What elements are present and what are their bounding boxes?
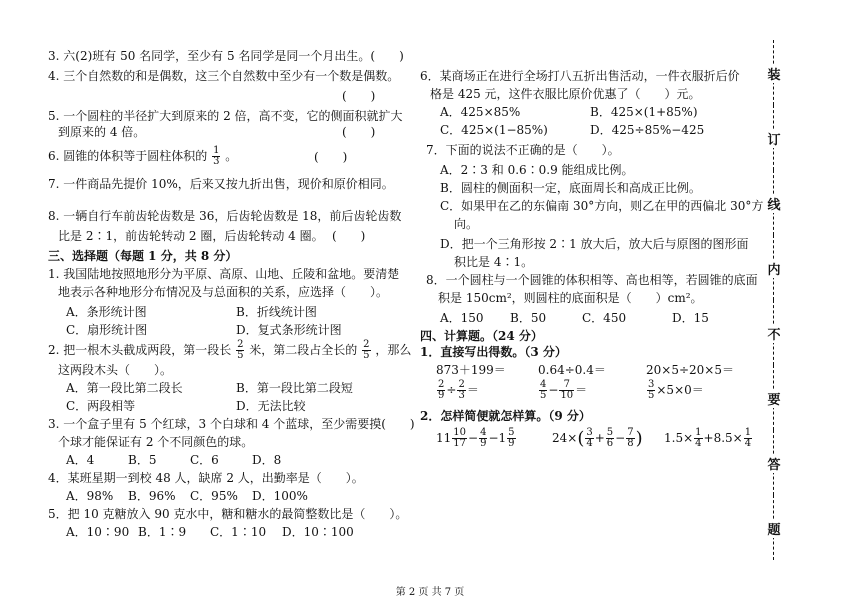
choice-q3-cont: 个球才能保证有 2 个不同颜色的球。 <box>58 435 254 449</box>
choice-q5: 5．把 10 克糖放入 90 克水中，糖和糖水的最简整数比是（ ）。 <box>48 507 408 521</box>
numerator: 5 <box>606 427 614 438</box>
denominator: 3 <box>213 156 220 167</box>
choice-q2-cont: 这两段木头（ ）。 <box>58 363 173 377</box>
choice-q4-options <box>66 488 308 504</box>
judge-q4-paren: ( ) <box>342 89 376 103</box>
multiplier: 1.5× <box>664 431 694 445</box>
equals: ＝ <box>466 383 479 397</box>
multiplier: 24× <box>552 431 578 445</box>
choice-q1-options <box>66 304 317 320</box>
judge-q5: 5. 一个圆柱的半径扩大到原来的 2 倍，高不变，它的侧面积就扩大 <box>48 109 403 123</box>
page-footer: 第 2 页 共 7 页 <box>395 587 465 598</box>
operator: − <box>468 431 479 445</box>
choice-q2-text3: ，那么 <box>375 343 412 357</box>
binding-char: 题 <box>764 519 784 538</box>
numerator: 3 <box>648 379 655 390</box>
numerator: 2 <box>363 339 370 350</box>
fraction <box>626 428 634 449</box>
judge-q4: 4. 三个自然数的和是偶数，这三个自然数中至少有一个数是偶数。 <box>48 69 400 83</box>
operator: − <box>548 383 559 397</box>
numerator: 7 <box>627 427 634 438</box>
binding-char: 订 <box>764 129 784 148</box>
fraction <box>744 428 752 449</box>
option: D．无法比较 <box>236 399 306 413</box>
choice-q2 <box>48 340 411 361</box>
choice-q6: 6．某商场正在进行全场打八五折出售活动，一件衣服折后价 <box>420 69 740 83</box>
operator: ÷ <box>446 383 457 397</box>
calc-item: 873＋199＝ <box>436 363 506 377</box>
calc-section-header: 四、计算题。（24 分） <box>420 329 543 343</box>
fraction <box>457 380 465 401</box>
denominator: 17 <box>453 438 467 449</box>
option: B．96% <box>128 489 176 503</box>
option: A．10∶90 <box>66 525 130 539</box>
fraction <box>606 428 614 449</box>
fraction <box>507 428 515 449</box>
choice-section-header: 三、选择题（每题 1 分，共 8 分） <box>48 249 238 263</box>
choice-q2-options-2 <box>66 398 306 414</box>
binding-char: 装 <box>764 64 784 83</box>
binding-char: 内 <box>764 259 784 278</box>
option: D．15 <box>672 311 709 325</box>
choice-q7: 7．下面的说法不正确的是（ ）。 <box>426 143 620 157</box>
judge-q6-end: 。 <box>225 149 238 163</box>
calc-item: 20×5÷20×5＝ <box>646 363 734 377</box>
binding-char: 要 <box>764 389 784 408</box>
option: C．425×(1−85%) <box>440 123 548 137</box>
fraction <box>694 428 702 449</box>
fraction <box>437 380 445 401</box>
choice-q6-cont: 格是 425 元，这件衣服比原价优惠了（ ）元。 <box>430 87 701 101</box>
choice-q8-cont: 积是 150cm²，则圆柱的底面积是（ ）cm²。 <box>438 291 703 305</box>
numerator: 5 <box>508 427 515 438</box>
option: B．第一段比第二段短 <box>236 381 353 395</box>
numerator: 3 <box>586 427 593 438</box>
calc-row-3 <box>436 428 753 449</box>
judge-q5-paren: ( ) <box>342 125 376 139</box>
option: D．425÷85%−425 <box>590 123 705 137</box>
option: B．5 <box>128 453 157 467</box>
judge-q6-paren: ( ) <box>314 150 348 164</box>
option: B．50 <box>510 311 547 325</box>
calc-sub2-header: 2．怎样简便就怎样算。（9 分） <box>420 409 591 423</box>
option: C．扇形统计图 <box>66 323 148 337</box>
fraction <box>539 380 547 401</box>
denominator: 9 <box>438 390 445 401</box>
calc-sub1-header: 1．直接写出得数。（3 分） <box>420 345 567 359</box>
choice-q7-option-b: B．圆柱的侧面积一定，底面周长和高成正比例。 <box>440 181 701 195</box>
binding-char: 线 <box>764 194 784 213</box>
expression-rest: ×5×0＝ <box>656 383 704 397</box>
option: B．425×(1+85%) <box>590 105 698 119</box>
choice-q3-options <box>66 452 281 468</box>
calc-item-frac-sub <box>538 380 646 401</box>
fraction <box>236 340 244 361</box>
choice-q4: 4．某班星期一到校 48 人，缺席 2 人，出勤率是（ ）。 <box>48 471 364 485</box>
numerator: 1 <box>695 427 702 438</box>
numerator: 7 <box>559 380 574 391</box>
numerator: 1 <box>213 145 220 156</box>
choice-q3: 3. 一个盒子里有 5 个红球，3 个白球和 4 个蓝球，至少需要摸( ) <box>48 417 415 431</box>
choice-q2-text2: 米，第二段占全长的 <box>249 343 358 357</box>
calc-row-1 <box>436 362 734 378</box>
denominator: 5 <box>540 390 547 401</box>
judge-q8-paren: ( ) <box>332 229 366 243</box>
choice-q2-text: 2. 把一根木头截成两段，第一段长 <box>48 343 232 357</box>
denominator: 5 <box>363 350 370 361</box>
choice-q6-options-2 <box>440 122 704 138</box>
option: C．6 <box>190 453 219 467</box>
calc-item: 0.64÷0.4＝ <box>538 363 606 377</box>
choice-q8-options <box>440 310 709 326</box>
fraction <box>647 380 655 401</box>
judge-q7: 7. 一件商品先提价 10%，后来又按九折出售，现价和原价相同。 <box>48 177 394 191</box>
option: A．425×85% <box>440 105 521 119</box>
choice-q7-option-d: D．把一个三角形按 2∶1 放大后，放大后与原图的图形面 <box>440 237 749 251</box>
choice-q7-option-a: A．2∶3 和 0.6∶0.9 能组成比例。 <box>440 163 634 177</box>
judge-q3: 3. 六(2)班有 50 名同学，至少有 5 名同学是同一个月出生。( ) <box>48 49 404 63</box>
choice-q7-option-c: C．如果甲在乙的东偏南 30°方向，则乙在甲的西偏北 30°方 <box>440 199 764 213</box>
option: A．4 <box>66 453 95 467</box>
choice-q7-option-c-cont: 向。 <box>454 217 479 231</box>
option: D．10∶100 <box>282 525 354 539</box>
fraction <box>452 428 467 449</box>
choice-q1: 1. 我国陆地按照地形分为平原、高原、山地、丘陵和盆地。要清楚 <box>48 267 400 281</box>
choice-q1-cont: 地表示各种地形分布情况及与总面积的关系，应选择（ ）。 <box>58 285 389 299</box>
equals: ＝ <box>575 383 588 397</box>
choice-q7-option-d-cont: 积比是 4∶1。 <box>454 255 534 269</box>
numerator: 2 <box>458 379 465 390</box>
denominator: 9 <box>508 438 515 449</box>
calc-expr-3 <box>664 428 753 449</box>
integer: 11 <box>436 431 452 445</box>
denominator: 4 <box>586 438 593 449</box>
denominator: 6 <box>606 438 614 449</box>
option: C．1∶10 <box>210 525 267 539</box>
binding-char: 不 <box>764 324 784 343</box>
denominator: 8 <box>627 438 634 449</box>
denominator: 5 <box>237 350 244 361</box>
fraction <box>479 428 487 449</box>
judge-q8-cont: 比是 2∶1，前齿轮转动 2 圈，后齿轮转动 4 圈。 <box>58 229 324 243</box>
calc-expr-1 <box>436 428 552 449</box>
numerator: 2 <box>237 339 244 350</box>
judge-q6 <box>48 146 237 167</box>
option: D．8 <box>252 453 282 467</box>
option: C．95% <box>190 489 238 503</box>
denominator: 9 <box>480 438 487 449</box>
numerator: 4 <box>480 427 487 438</box>
numerator: 4 <box>540 379 547 390</box>
choice-q2-options <box>66 380 353 396</box>
denominator: 5 <box>648 390 655 401</box>
operator: + <box>594 431 605 445</box>
denominator: 4 <box>695 438 702 449</box>
denominator: 4 <box>744 438 752 449</box>
judge-q5-cont: 到原来的 4 倍。 <box>58 125 146 139</box>
binding-char: 答 <box>764 454 784 473</box>
numerator: 1 <box>744 427 752 438</box>
judge-q6-text: 6. 圆锥的体积等于圆柱体积的 <box>48 149 208 163</box>
choice-q8: 8．一个圆柱与一个圆锥的体积相等、高也相等，若圆锥的底面 <box>426 273 758 287</box>
choice-q1-options-2 <box>66 322 342 338</box>
operator: − <box>615 431 626 445</box>
fraction <box>362 340 370 361</box>
option: C．450 <box>582 311 627 325</box>
option: B．1∶9 <box>138 525 187 539</box>
choice-q5-options <box>66 524 354 540</box>
option: A．98% <box>66 489 114 503</box>
option: B．折线统计图 <box>236 305 317 319</box>
calc-item-frac-div <box>436 380 538 401</box>
calc-row-2 <box>436 380 704 401</box>
option: A．条形统计图 <box>66 305 147 319</box>
fraction <box>585 428 593 449</box>
option: A．第一段比第二段长 <box>66 381 183 395</box>
option: C．两段相等 <box>66 399 136 413</box>
fraction <box>559 380 574 401</box>
option: A．150 <box>440 311 484 325</box>
binding-line <box>764 40 784 560</box>
denominator: 10 <box>560 390 574 401</box>
fraction <box>212 146 220 167</box>
operator: −1 <box>488 431 507 445</box>
option: D．复式条形统计图 <box>236 323 342 337</box>
denominator: 3 <box>458 390 465 401</box>
calc-item-frac-mul <box>646 380 704 401</box>
option: D．100% <box>252 489 308 503</box>
numerator: 10 <box>453 427 467 438</box>
operator: +8.5× <box>703 431 743 445</box>
calc-expr-2: 24×( $\frac{3}{4}$ + $\frac{5}{6}$ − $\frac{7}{8}$ ) <box>552 427 643 449</box>
choice-q6-options <box>440 104 698 120</box>
numerator: 2 <box>438 379 445 390</box>
judge-q8: 8. 一辆自行车前齿轮齿数是 36，后齿轮齿数是 18，前后齿轮齿数 <box>48 209 402 223</box>
